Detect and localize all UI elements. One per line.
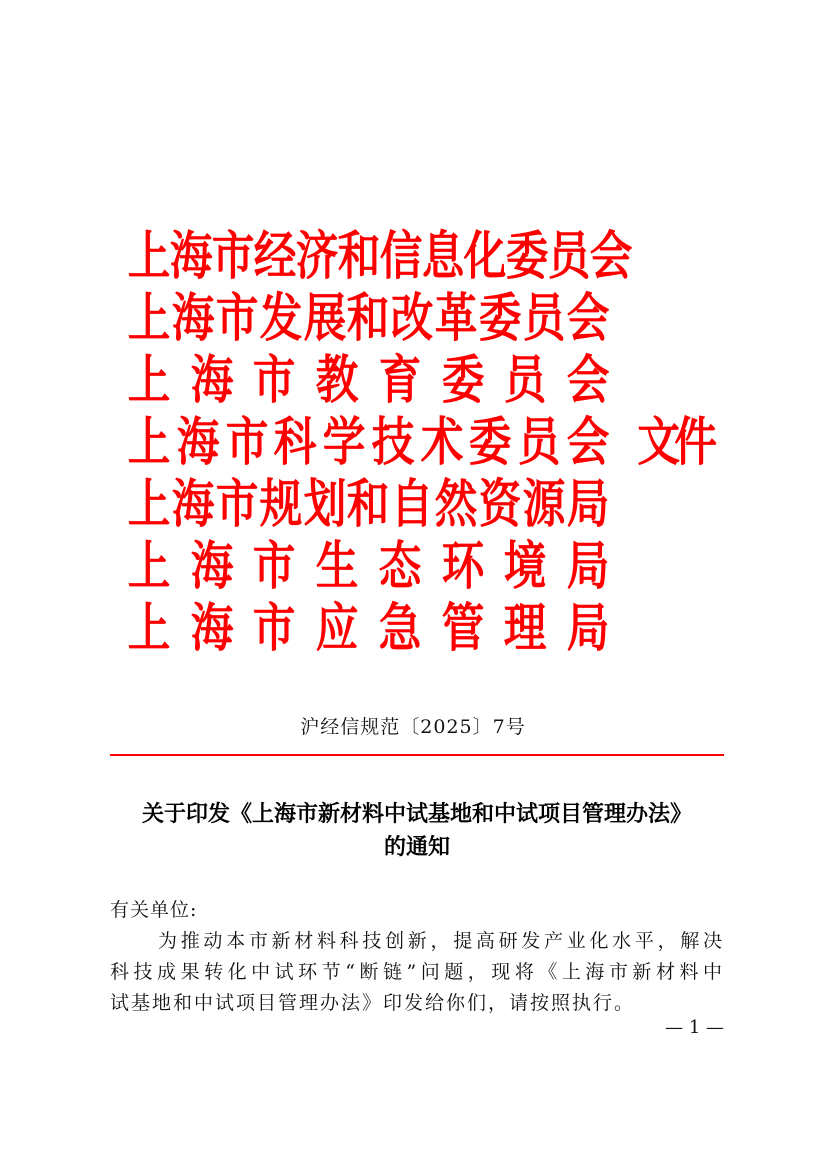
header-glyph: 学 — [322, 412, 366, 473]
header-glyph: 市 — [211, 226, 255, 287]
header-glyph: 委 — [505, 226, 549, 287]
header-glyph: 海 — [169, 226, 213, 287]
issuer-education-text — [124, 350, 610, 412]
header-glyph: 发 — [259, 288, 303, 349]
header-glyph: 市 — [215, 474, 259, 535]
issuer-emergency-management-bureau — [124, 598, 610, 660]
header-glyph: 自 — [391, 474, 434, 535]
header-glyph: 息 — [421, 226, 465, 287]
issuer-emergency-text — [124, 598, 610, 660]
header-glyph: 员 — [522, 288, 566, 349]
header-glyph: 化 — [463, 226, 507, 287]
header-glyph: 技 — [371, 412, 415, 473]
header-glyph: 上 — [127, 598, 171, 659]
header-glyph: 市 — [225, 412, 268, 473]
issuer-development-reform-commission — [124, 288, 610, 350]
header-glyph: 资 — [478, 474, 522, 535]
header-glyph: 和 — [337, 226, 381, 287]
document-number: 沪经信规范〔2025〕7号 — [300, 716, 526, 738]
issuer-education-commission — [124, 350, 610, 412]
header-glyph: 市 — [253, 350, 296, 411]
header-glyph: 市 — [253, 536, 296, 597]
header-glyph: 海 — [190, 536, 234, 597]
suffix-glyph: 件 — [674, 412, 717, 473]
header-glyph: 会 — [566, 412, 610, 473]
header-glyph: 经 — [253, 226, 297, 287]
header-glyph: 局 — [566, 598, 610, 659]
header-glyph: 会 — [589, 226, 633, 287]
issuer-science-text — [124, 412, 610, 474]
header-glyph: 环 — [441, 536, 484, 597]
header-glyph: 海 — [171, 474, 215, 535]
body-line-1: 为推动本市新材料科技创新，提高研发产业化水平，解决 — [158, 930, 724, 952]
issuer-planning-natural-resources-bureau — [124, 474, 610, 536]
header-glyph: 和 — [347, 288, 390, 349]
header-glyph: 改 — [391, 288, 434, 349]
header-glyph: 规 — [259, 474, 303, 535]
header-glyph: 生 — [315, 536, 359, 597]
body-line-3: 试基地和中试项目管理办法》印发给你们，请按照执行。 — [110, 992, 636, 1014]
header-glyph: 员 — [503, 350, 547, 411]
header-glyph: 市 — [215, 288, 259, 349]
notice-title-line-2: 的通知 — [383, 834, 450, 860]
header-glyph: 上 — [127, 288, 171, 349]
header-glyph: 应 — [315, 598, 359, 659]
header-glyph: 教 — [315, 350, 359, 411]
header-glyph: 济 — [295, 226, 339, 287]
header-glyph: 上 — [127, 350, 171, 411]
header-glyph: 急 — [378, 598, 422, 659]
header-glyph: 理 — [503, 598, 547, 659]
notice-title — [106, 798, 728, 864]
header-glyph: 管 — [441, 598, 484, 659]
issuer-economy-informatization-commission — [124, 226, 633, 288]
issuer-science-technology-commission — [124, 412, 610, 474]
header-glyph: 然 — [435, 474, 478, 535]
page-number: — 1 — — [665, 1017, 724, 1038]
suffix-glyph: 文 — [637, 412, 680, 473]
header-glyph: 划 — [303, 474, 346, 535]
header-glyph: 境 — [503, 536, 547, 597]
header-glyph: 委 — [469, 412, 512, 473]
header-glyph: 上 — [127, 226, 171, 287]
salutation: 有关单位: — [110, 899, 198, 921]
header-glyph: 和 — [347, 474, 390, 535]
header-glyph: 市 — [253, 598, 296, 659]
header-glyph: 上 — [127, 412, 171, 473]
header-glyph: 海 — [176, 412, 220, 473]
body-line-2: 科技成果转化中试环节“断链”问题，现将《上海市新材料中 — [110, 961, 724, 983]
red-separator-rule — [110, 754, 724, 756]
header-glyph: 上 — [127, 536, 171, 597]
header-glyph: 员 — [547, 226, 591, 287]
notice-body — [110, 895, 724, 1019]
document-suffix-wenjian — [634, 412, 717, 474]
header-glyph: 局 — [566, 474, 610, 535]
header-glyph: 委 — [478, 288, 522, 349]
header-glyph: 信 — [379, 226, 423, 287]
header-glyph: 态 — [378, 536, 422, 597]
header-glyph: 会 — [566, 350, 610, 411]
issuer-ecology-environment-bureau — [124, 536, 610, 598]
header-glyph: 展 — [303, 288, 346, 349]
header-glyph: 革 — [435, 288, 478, 349]
header-glyph: 海 — [190, 598, 234, 659]
header-glyph: 海 — [190, 350, 234, 411]
header-glyph: 委 — [441, 350, 484, 411]
header-glyph: 会 — [566, 288, 610, 349]
header-glyph: 术 — [420, 412, 464, 473]
header-glyph: 上 — [127, 474, 171, 535]
header-glyph: 源 — [522, 474, 566, 535]
header-glyph: 员 — [517, 412, 561, 473]
header-glyph: 海 — [171, 288, 215, 349]
issuer-ecology-text — [124, 536, 610, 598]
header-glyph: 育 — [378, 350, 422, 411]
header-glyph: 科 — [274, 412, 317, 473]
notice-title-line-1: 关于印发《上海市新材料中试基地和中试项目管理办法》 — [141, 801, 692, 827]
header-glyph: 局 — [566, 536, 610, 597]
